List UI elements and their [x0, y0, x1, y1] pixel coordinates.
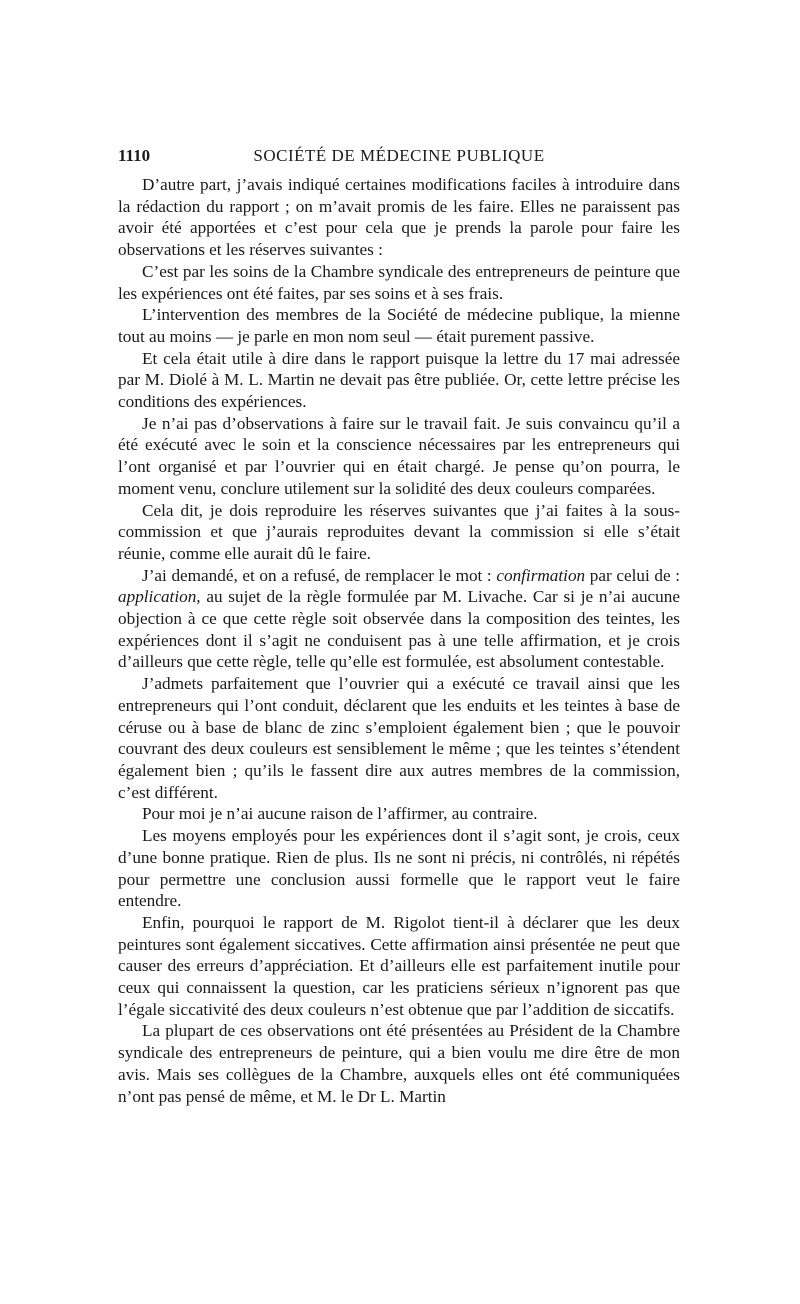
paragraph: D’autre part, j’avais indiqué certaines modifications faciles à introduire dans la rédaction du rapport ; on m’avait promis de les faire. Elles ne paraissent pas avoir été apportées et c’est pour cela que je prends la parole pour faire les observations et les réserves suivantes :: [118, 175, 680, 260]
paragraph: Et cela était utile à dire dans le rapport puisque la lettre du 17 mai adressée par M. Diolé à M. L. Martin ne devait pas être publiée. Or, cette lettre précise les conditions des expériences.: [118, 348, 680, 412]
paragraph: Pour moi je n’ai aucune raison de l’affirmer, au contraire.: [142, 804, 538, 824]
italic-word: confirmation: [496, 565, 586, 585]
paragraph: Cela dit, je dois reproduire les réserves suivantes que j’ai faites à la sous-commission et que j’aurais reproduites devant la commission si elle s’était réunie, comme elle aurait dû le faire.: [118, 500, 680, 563]
page-header: [118, 146, 680, 170]
text-run: J’ai demandé, et on a refusé, de remplacer le mot :: [142, 565, 497, 585]
paragraph: J’admets parfaitement que l’ouvrier qui a exécuté ce travail ainsi que les entrepreneurs qui l’ont conduit, déclarent que les enduits et les teintes à base de céruse ou à base de blanc de zinc s’emploient également bien ; que le pouvoir couvrant des deux couleurs est sensiblement le même ; que les teintes s’étendent également bien ; qu’ils le fassent dire aux autres membres de la commission, c’est différent.: [118, 674, 680, 802]
page-number: 1110: [118, 146, 151, 165]
paragraph: C’est par les soins de la Chambre syndicale des entrepreneurs de peinture que les expériences ont été faites, par ses soins et à ses frais.: [118, 261, 680, 303]
paragraph: [118, 565, 680, 674]
paragraph: L’intervention des membres de la Société de médecine publique, la mienne tout au moins — je parle en mon nom seul — était purement passive.: [118, 305, 680, 346]
paragraph: Je n’ai pas d’observations à faire sur le travail fait. Je suis convaincu qu’il a été exécuté avec le soin et la conscience nécessaires par les entrepreneurs qui l’ont organisé et par l’ouvrier qui en était chargé. Je pense qu’on pourra, le moment venu, conclure utilement sur la solidité des deux couleurs comparées.: [118, 413, 680, 498]
paragraph: Enfin, pourquoi le rapport de M. Rigolot tient-il à déclarer que les deux peintures sont également siccatives. Cette affirmation ainsi présentée ne peut que causer des erreurs d’appréciation. Et d’ailleurs elle est parfaitement inutile pour ceux qui connaissent la question, car les praticiens sérieux n’ignorent pas que l’égale siccativité des deux couleurs n’est obtenue que par l’addition de siccatifs.: [118, 912, 680, 1019]
body-text: [118, 174, 680, 1107]
text-run: au sujet de la règle formulée par M. Livache. Car si je n’ai aucune objection à ce que cette règle soit observée dans la composition des teintes, les expériences dont il s’agit ne conduisent pas à une telle affirmation, et je crois d’ailleurs que cette règle, telle qu’elle est formulée, est absolument contestable.: [118, 587, 680, 672]
italic-word: application,: [118, 587, 201, 607]
paragraph: Les moyens employés pour les expériences dont il s’agit sont, je crois, ceux d’une bonne pratique. Rien de plus. Ils ne sont ni précis, ni contrôlés, ni répétés pour permettre une conclusion aussi formelle que le rapport veut le faire entendre.: [118, 826, 680, 911]
paragraph: La plupart de ces observations ont été présentées au Président de la Chambre syndicale des entrepreneurs de peinture, qui a bien voulu me dire être de mon avis. Mais ses collègues de la Chambre, auxquels elles ont été communiquées n’ont pas pensé de même, et M. le Dr L. Martin: [118, 1021, 680, 1106]
running-title: SOCIÉTÉ DE MÉDECINE PUBLIQUE: [253, 146, 545, 165]
text-run: par celui de :: [585, 565, 680, 585]
